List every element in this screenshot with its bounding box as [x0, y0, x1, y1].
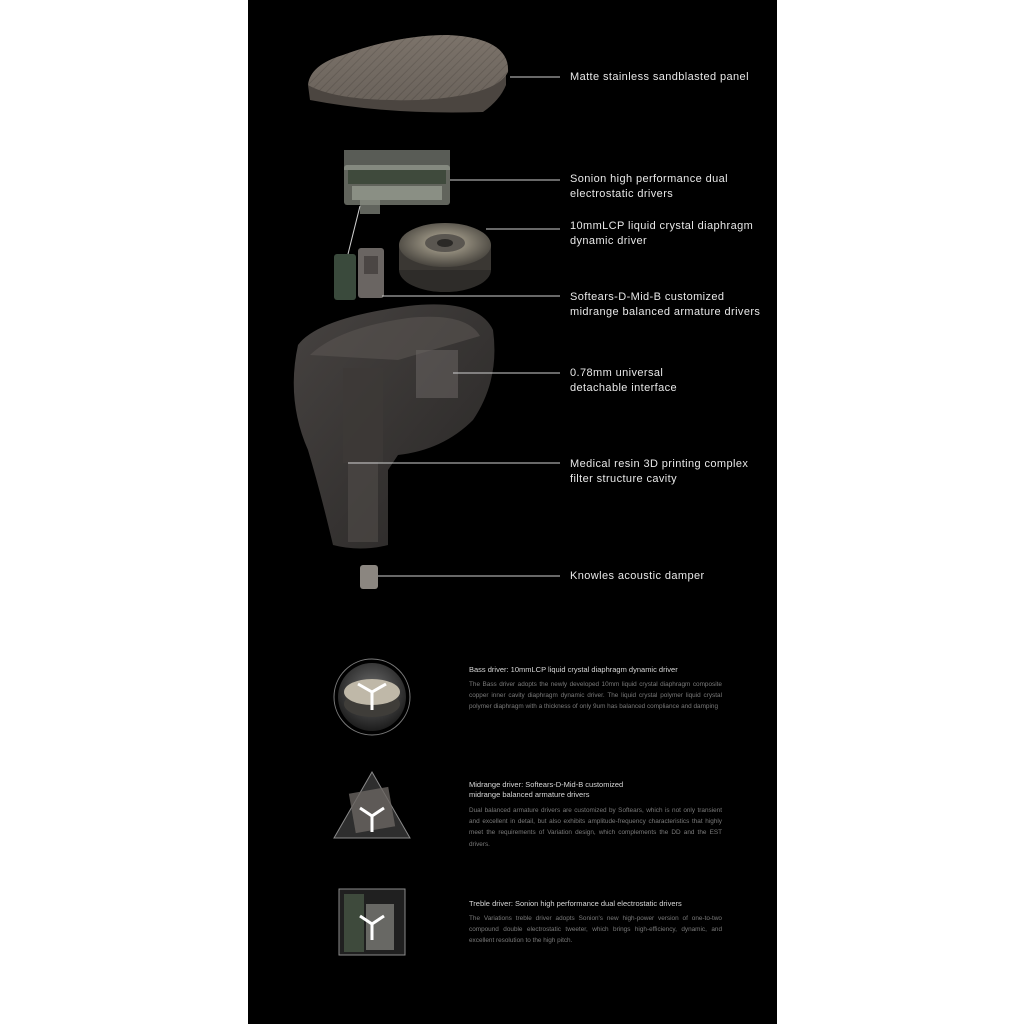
callout-electrostatic: Sonion high performance dual electrostatic drivers — [570, 173, 728, 200]
balanced-armature-part — [334, 206, 384, 300]
bass-driver-title: Bass driver: 10mmLCP liquid crystal diaphragm dynamic driver — [469, 665, 678, 674]
callout-damper: Knowles acoustic damper — [570, 570, 705, 582]
electrostatic-driver-part — [344, 150, 450, 214]
callout-dynamic-driver: 10mmLCP liquid crystal diaphragm dynamic driver — [570, 220, 754, 247]
callout-balanced-armature: Softears-D-Mid-B customized midrange balanced armature drivers — [570, 291, 761, 318]
faceplate-part — [308, 35, 508, 113]
midrange-driver-title: Midrange driver: Softears-D-Mid-B customized midrange balanced armature drivers — [469, 780, 624, 799]
electrostatic-square-icon — [339, 889, 405, 955]
callout-interface: 0.78mm universal detachable interface — [570, 367, 678, 394]
dynamic-driver-circle-icon — [334, 659, 410, 735]
treble-driver-body: The Variations treble driver adopts Sonion's new high-power version of one-to-two compound double electrostatic tweeter, which brings high-efficiency, dynamic, and excellent resolution to the high pitch. — [469, 915, 722, 945]
balanced-armature-triangle-icon — [334, 772, 410, 838]
bass-driver-body: The Bass driver adopts the newly developed 10mm liquid crystal diaphragm composite copper inner cavity diaphragm dynamic driver. The liquid crystal polymer liquid crystal polymer diaphragm with a thickness of only 9um has balanced compliance and damping — [469, 681, 722, 711]
dynamic-driver-part — [399, 223, 491, 292]
product-panel — [248, 0, 777, 1024]
exploded-view-illustration — [248, 0, 777, 1024]
callout-faceplate: Matte stainless sandblasted panel — [570, 71, 749, 83]
resin-shell-part — [294, 304, 495, 548]
midrange-driver-body: Dual balanced armature drivers are customized by Softears, which is not only transient and excellent in detail, but also exhibits amplitude-frequency characteristics that highly meet the requirements of Variation design, which complements the DD and the EST drivers. — [469, 807, 722, 848]
treble-driver-title: Treble driver: Sonion high performance dual electrostatic drivers — [469, 899, 682, 908]
damper-part — [360, 565, 378, 589]
callout-shell: Medical resin 3D printing complex filter structure cavity — [570, 458, 749, 485]
